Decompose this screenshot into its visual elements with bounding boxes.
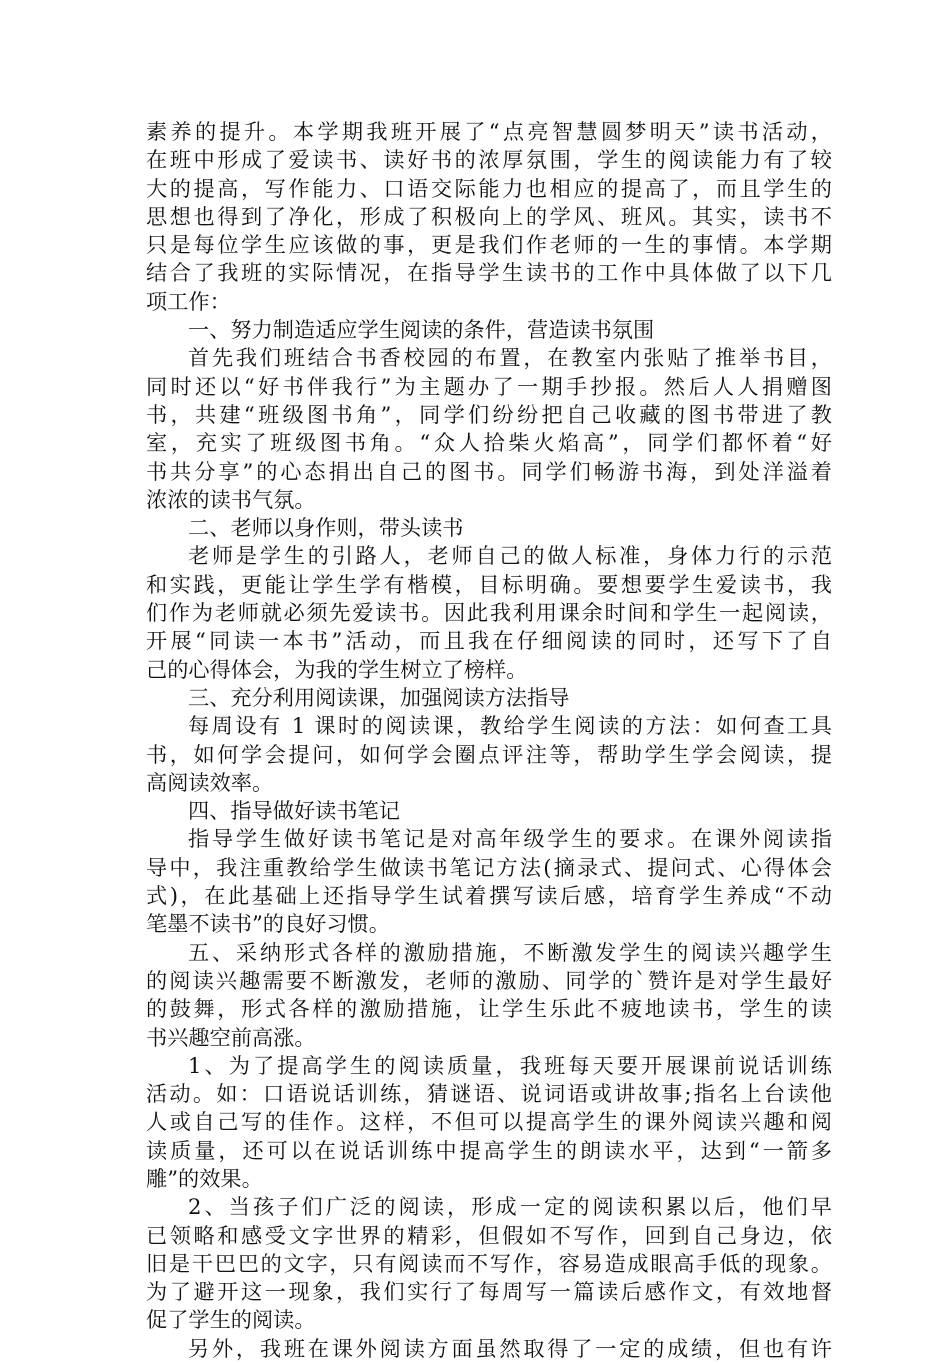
text-line: 书，如何学会提问，如何学会圈点评注等，帮助学生学会阅读，提 bbox=[146, 741, 832, 767]
document-body bbox=[146, 118, 832, 1363]
text-line: 素养的提升。本学期我班开展了“点亮智慧圆梦明天”读书活动， bbox=[146, 119, 832, 144]
text-line: 二、老师以身作则，带头读书 bbox=[188, 515, 464, 541]
text-line: 项工作： bbox=[146, 288, 231, 314]
text-line: 的阅读兴趣需要不断激发，老师的激励、同学的`赞许是对学生最好 bbox=[146, 967, 832, 993]
text-line: 另外，我班在课外阅读方面虽然取得了一定的成绩，但也有许 bbox=[188, 1335, 832, 1361]
text-line: 开展“同读一本书”活动，而且我在仔细阅读的同时，还写下了自 bbox=[146, 628, 832, 654]
text-line: 导中，我注重教给学生做读书笔记方法(摘录式、提问式、心得体会 bbox=[146, 854, 832, 880]
text-line: 一、努力制造适应学生阅读的条件，营造读书氛围 bbox=[188, 317, 655, 343]
text-line: 书兴趣空前高涨。 bbox=[146, 1024, 316, 1050]
text-line: 读质量，还可以在说话训练中提高学生的朗读水平，达到“一箭多 bbox=[146, 1137, 832, 1163]
text-line: 的鼓舞，形式各样的激励措施，让学生乐此不疲地读书，学生的读 bbox=[146, 996, 832, 1022]
text-line: 们作为老师就必须先爱读书。因此我利用课余时间和学生一起阅读， bbox=[146, 600, 832, 626]
text-line: 己的心得体会，为我的学生树立了榜样。 bbox=[146, 656, 528, 682]
text-line: 1、为了提高学生的阅读质量，我班每天要开展课前说话训练 bbox=[188, 1052, 832, 1078]
text-line: 和实践，更能让学生学有楷模，目标明确。要想要学生爱读书，我 bbox=[146, 571, 832, 597]
text-line: 书共分享”的心态捐出自己的图书。同学们畅游书海，到处洋溢着 bbox=[146, 458, 832, 484]
text-line: 高阅读效率。 bbox=[146, 769, 274, 795]
text-line: 已领略和感受文字世界的精彩，但假如不写作，回到自己身边，依 bbox=[146, 1222, 832, 1248]
text-line: 室，充实了班级图书角。“众人拾柴火焰高”，同学们都怀着“好 bbox=[146, 430, 832, 456]
text-line: 同时还以“好书伴我行”为主题办了一期手抄报。然后人人捐赠图 bbox=[146, 373, 832, 399]
text-line: 思想也得到了净化，形成了积极向上的学风、班风。其实，读书不 bbox=[146, 203, 832, 229]
text-line: 大的提高，写作能力、口语交际能力也相应的提高了，而且学生的 bbox=[146, 175, 832, 201]
text-line: 五、采纳形式各样的激励措施，不断激发学生的阅读兴趣学生 bbox=[188, 939, 832, 965]
text-line: 三、充分利用阅读课，加强阅读方法指导 bbox=[188, 684, 570, 710]
text-line: 促了学生的阅读。 bbox=[146, 1307, 316, 1333]
text-line: 为了避开这一现象，我们实行了每周写一篇读后感作文，有效地督 bbox=[146, 1279, 832, 1305]
text-line: 结合了我班的实际情况，在指导学生读书的工作中具体做了以下几 bbox=[146, 260, 832, 286]
text-line: 雕”的效果。 bbox=[146, 1165, 263, 1191]
text-line: 2、当孩子们广泛的阅读，形成一定的阅读积累以后，他们早 bbox=[188, 1194, 832, 1220]
text-line: 指导学生做好读书笔记是对高年级学生的要求。在课外阅读指 bbox=[188, 826, 832, 852]
text-line: 笔墨不读书”的良好习惯。 bbox=[146, 911, 390, 937]
text-line: 人或自己写的佳作。这样，不但可以提高学生的课外阅读兴趣和阅 bbox=[146, 1109, 832, 1135]
text-line: 旧是干巴巴的文字，只有阅读而不写作，容易造成眼高手低的现象。 bbox=[146, 1250, 832, 1276]
text-line: 活动。如：口语说话训练，猜谜语、说词语或讲故事;指名上台读他 bbox=[146, 1081, 832, 1107]
text-line: 浓浓的读书气氛。 bbox=[146, 486, 316, 512]
text-line: 首先我们班结合书香校园的布置，在教室内张贴了推举书目， bbox=[188, 345, 832, 371]
text-line: 式)，在此基础上还指导学生试着撰写读后感，培育学生养成“不动 bbox=[146, 883, 832, 909]
text-line: 在班中形成了爱读书、读好书的浓厚氛围，学生的阅读能力有了较 bbox=[146, 147, 832, 173]
text-line: 每周设有 1 课时的阅读课，教给学生阅读的方法：如何查工具 bbox=[188, 713, 832, 739]
text-line: 四、指导做好读书笔记 bbox=[188, 798, 400, 824]
text-line: 书，共建“班级图书角”，同学们纷纷把自己收藏的图书带进了教 bbox=[146, 401, 832, 427]
text-line: 只是每位学生应该做的事，更是我们作老师的一生的事情。本学期 bbox=[146, 232, 832, 258]
text-line: 老师是学生的引路人，老师自己的做人标准，身体力行的示范 bbox=[188, 543, 832, 569]
